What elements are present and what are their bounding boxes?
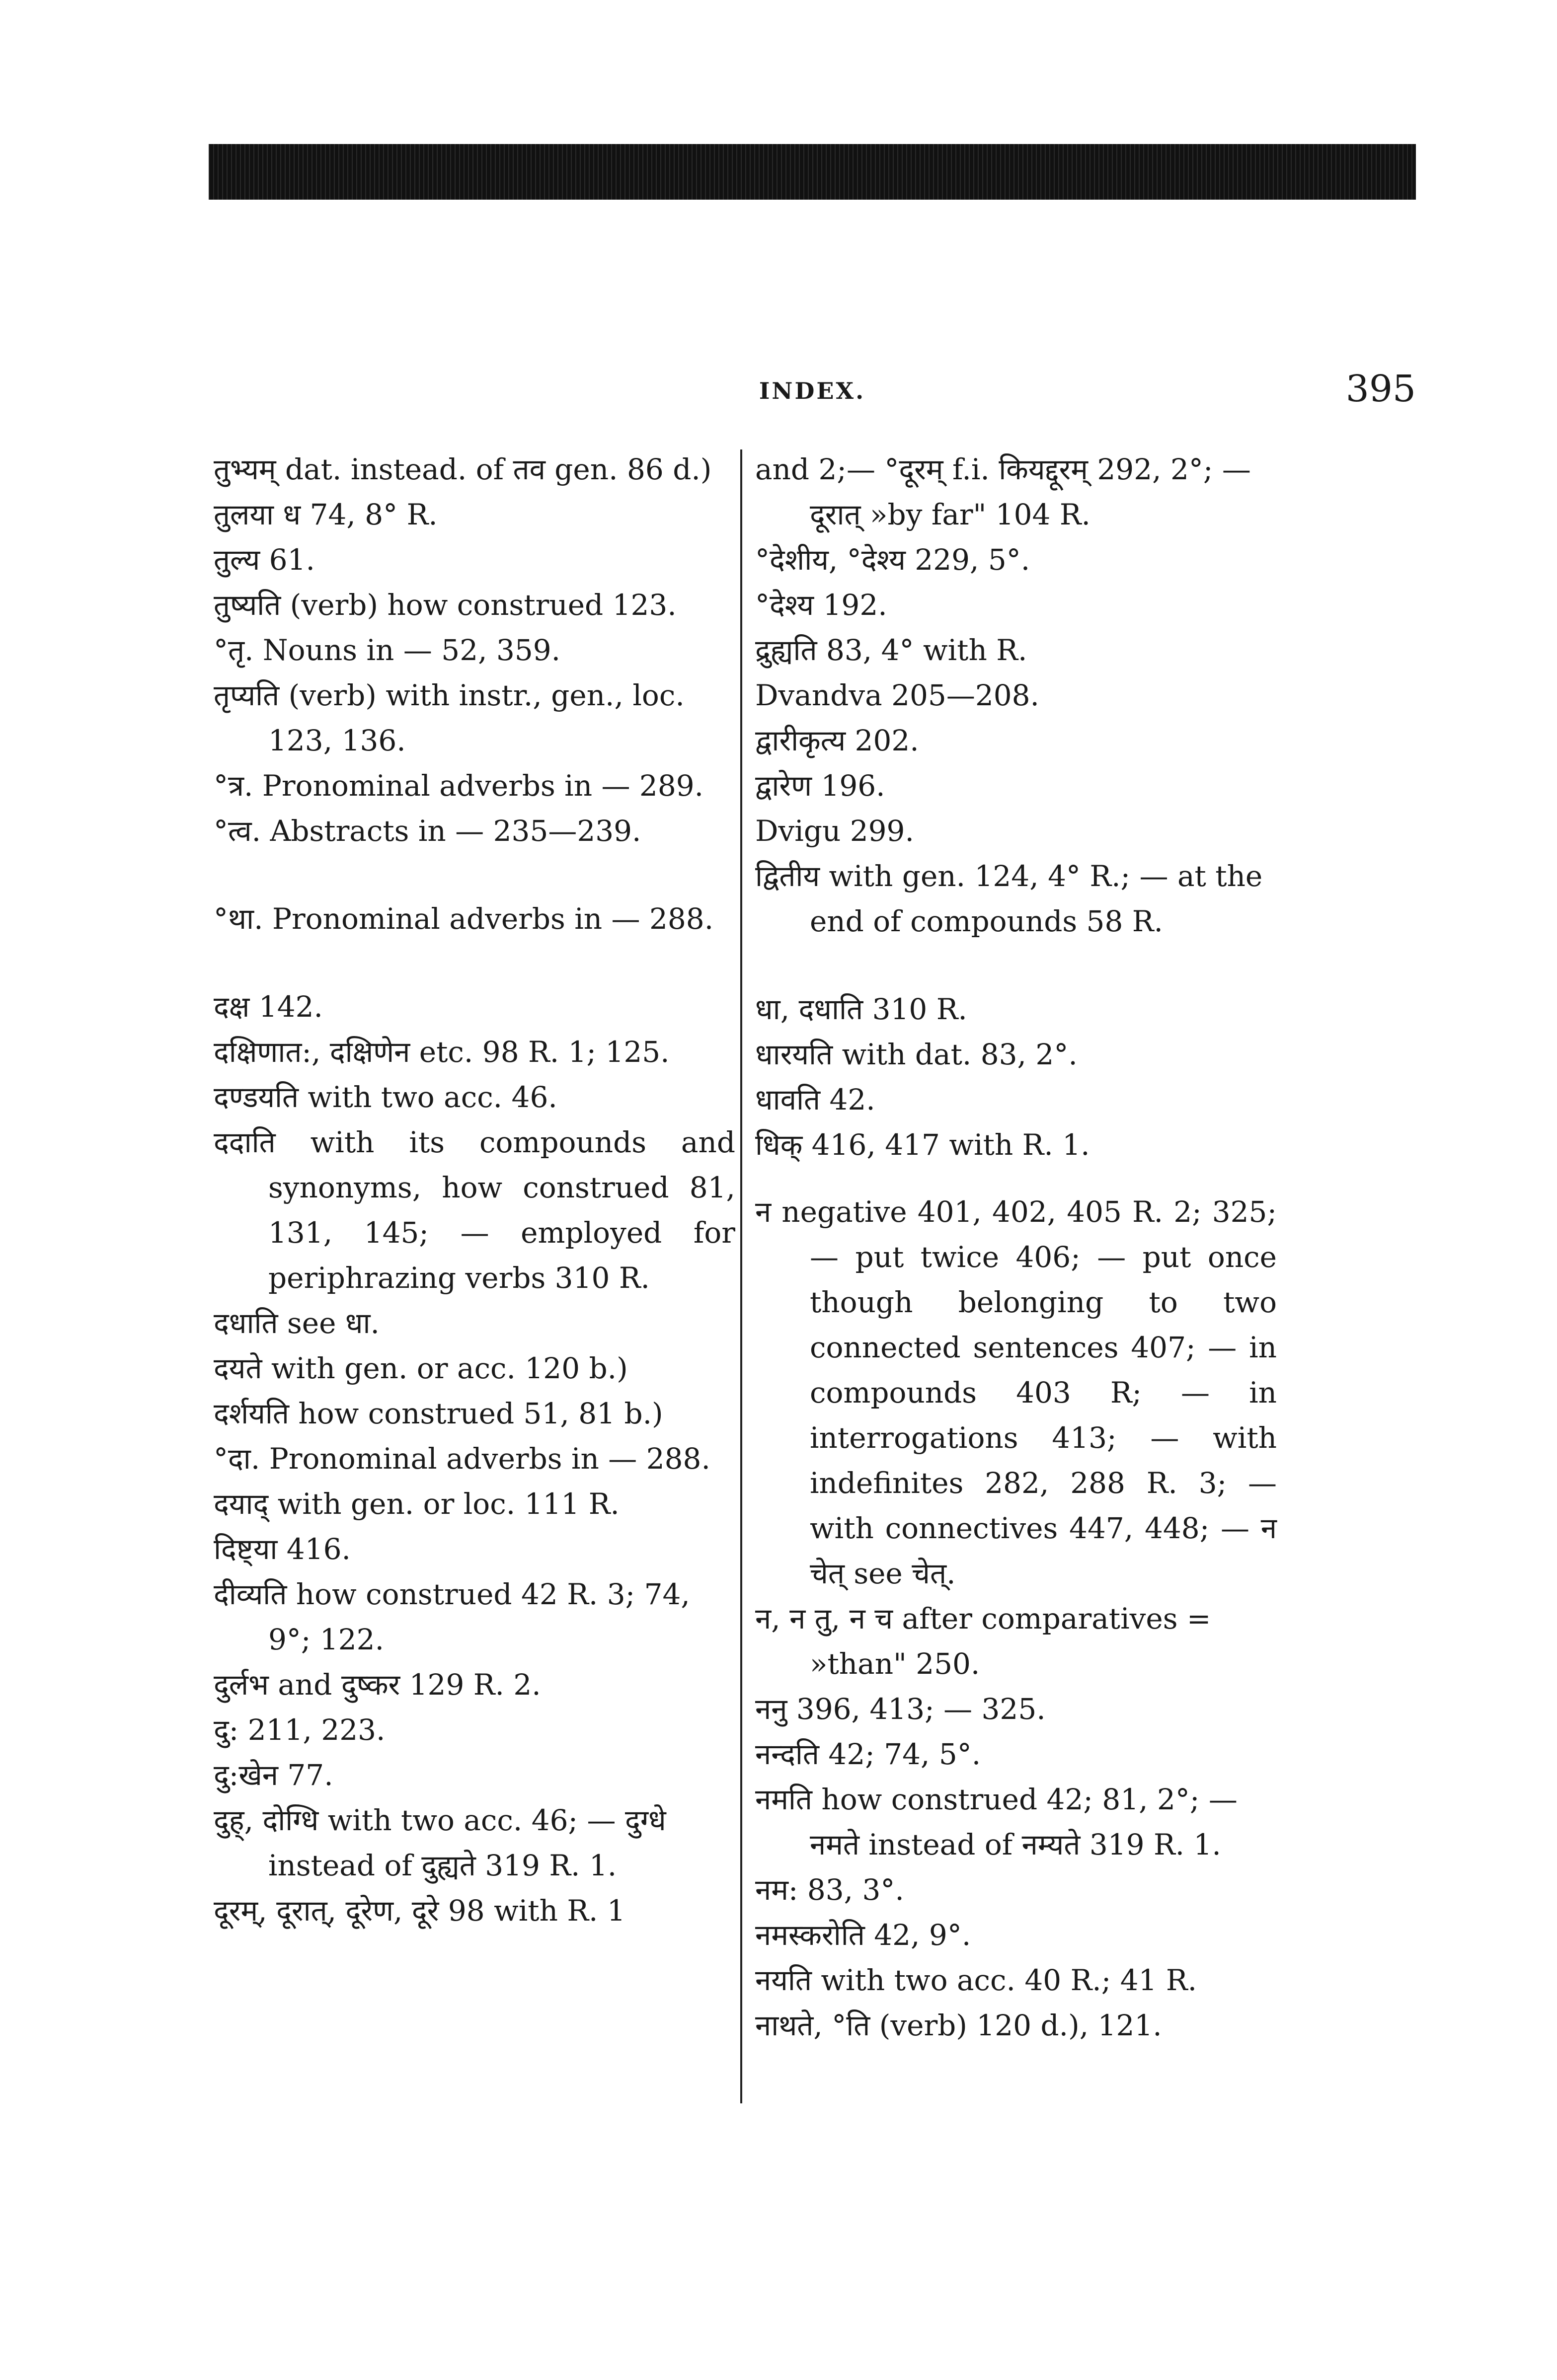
index-entry: धावति 42.: [755, 1083, 875, 1116]
index-entry: तुभ्यम् dat. instead. of तव gen. 86 d.): [214, 452, 712, 486]
column-divider: [740, 449, 742, 2103]
index-entry: दीव्यति how construed 42 R. 3; 74, 9°; 122.: [214, 1577, 690, 1656]
index-entry: °दा. Pronominal adverbs in — 288.: [214, 1442, 710, 1476]
index-entry: °देशीय, °देश्य 229, 5°.: [755, 543, 1030, 577]
index-entry: द्रुह्यति 83, 4° with R.: [755, 633, 1027, 667]
page-title: INDEX.: [759, 377, 866, 404]
index-entry: दर्शयति how construed 51, 81 b.): [214, 1397, 663, 1430]
index-entry: तृप्यति (verb) with instr., gen., loc. 123, 136.: [214, 678, 685, 757]
index-entry: दयाद् with gen. or loc. 111 R.: [214, 1487, 620, 1521]
index-entry: दक्ष 142.: [214, 990, 323, 1024]
index-entry: धिक् 416, 417 with R. 1.: [755, 1128, 1090, 1162]
top-printed-bar: [209, 144, 1416, 200]
index-entry: °त्र. Pronominal adverbs in — 289.: [214, 769, 704, 803]
index-entry: °तृ. Nouns in — 52, 359.: [214, 633, 561, 667]
index-entry: °देश्य 192.: [755, 588, 887, 622]
index-entry: दु:खेन 77.: [214, 1758, 333, 1792]
index-entry: तुलया ध 74, 8° R.: [214, 498, 438, 531]
index-entry: न, न तु, न च after comparatives = »than" 250.: [755, 1602, 1211, 1681]
index-entry: °त्व. Abstracts in — 235—239.: [214, 814, 641, 848]
index-entry: द्वितीय with gen. 124, 4° R.; — at the end of compounds 58 R.: [755, 859, 1263, 938]
index-entry: ददाति with its compounds and synonyms, how construed 81, 131, 145; — employed for periphrazing verbs 310 R.: [214, 1125, 735, 1295]
index-entry: दूरम्, दूरात्, दूरेण, दूरे 98 with R. 1: [214, 1894, 625, 1928]
index-entry: नमस्करोति 42, 9°.: [755, 1918, 971, 1952]
index-entry: Dvigu 299.: [755, 814, 914, 848]
index-entry: and 2;— °दूरम् f.i. कियद्दूरम् 292, 2°; — दूरात् »by far" 104 R.: [755, 452, 1251, 531]
page-number: 395: [1345, 368, 1416, 410]
index-column-left: [214, 447, 735, 1934]
index-entry: दु: 211, 223.: [214, 1713, 386, 1747]
index-entry: दधाति see धा.: [214, 1306, 380, 1340]
index-entry: दिष्ट्या 416.: [214, 1532, 351, 1566]
index-entry: दुह्, दोग्धि with two acc. 46; — दुग्धे instead of दुह्यते 319 R. 1.: [214, 1803, 666, 1882]
index-entry: नयति with two acc. 40 R.; 41 R.: [755, 1963, 1197, 1997]
index-entry: धारयति with dat. 83, 2°.: [755, 1038, 1078, 1071]
index-entry: ननु 396, 413; — 325.: [755, 1692, 1046, 1726]
index-entry: द्वारेण 196.: [755, 769, 885, 803]
index-entry: °था. Pronominal adverbs in — 288.: [214, 902, 714, 936]
index-entry: Dvandva 205—208.: [755, 678, 1039, 712]
index-column-right: [755, 447, 1277, 2048]
index-entry: दण्डयति with two acc. 46.: [214, 1080, 557, 1114]
index-entry: दक्षिणात:, दक्षिणेन etc. 98 R. 1; 125.: [214, 1035, 670, 1069]
index-entry: द्वारीकृत्य 202.: [755, 724, 919, 757]
index-entry: न negative 401, 402, 405 R. 2; 325; — put twice 406; — put once though belonging to two connected sentences 407; — in compounds 403 R; — in interrogations 413; — with indefinites 282, 288 R. 3; — with connectives 447, 448; — न चेत् see चेत्.: [755, 1195, 1277, 1590]
index-entry: नन्दति 42; 74, 5°.: [755, 1737, 981, 1771]
running-head: [209, 368, 1416, 412]
index-entry: नाथते, °ति (verb) 120 d.), 121.: [755, 2008, 1162, 2042]
index-entry: तुष्यति (verb) how construed 123.: [214, 588, 677, 622]
index-entry: तुल्य 61.: [214, 543, 315, 577]
index-entry: दयते with gen. or acc. 120 b.): [214, 1351, 628, 1385]
index-entry: धा, दधाति 310 R.: [755, 992, 967, 1026]
index-entry: दुर्लभ and दुष्कर 129 R. 2.: [214, 1668, 541, 1702]
index-entry: नमति how construed 42; 81, 2°; — नमते instead of नम्यते 319 R. 1.: [755, 1783, 1238, 1861]
index-entry: नम: 83, 3°.: [755, 1873, 904, 1907]
